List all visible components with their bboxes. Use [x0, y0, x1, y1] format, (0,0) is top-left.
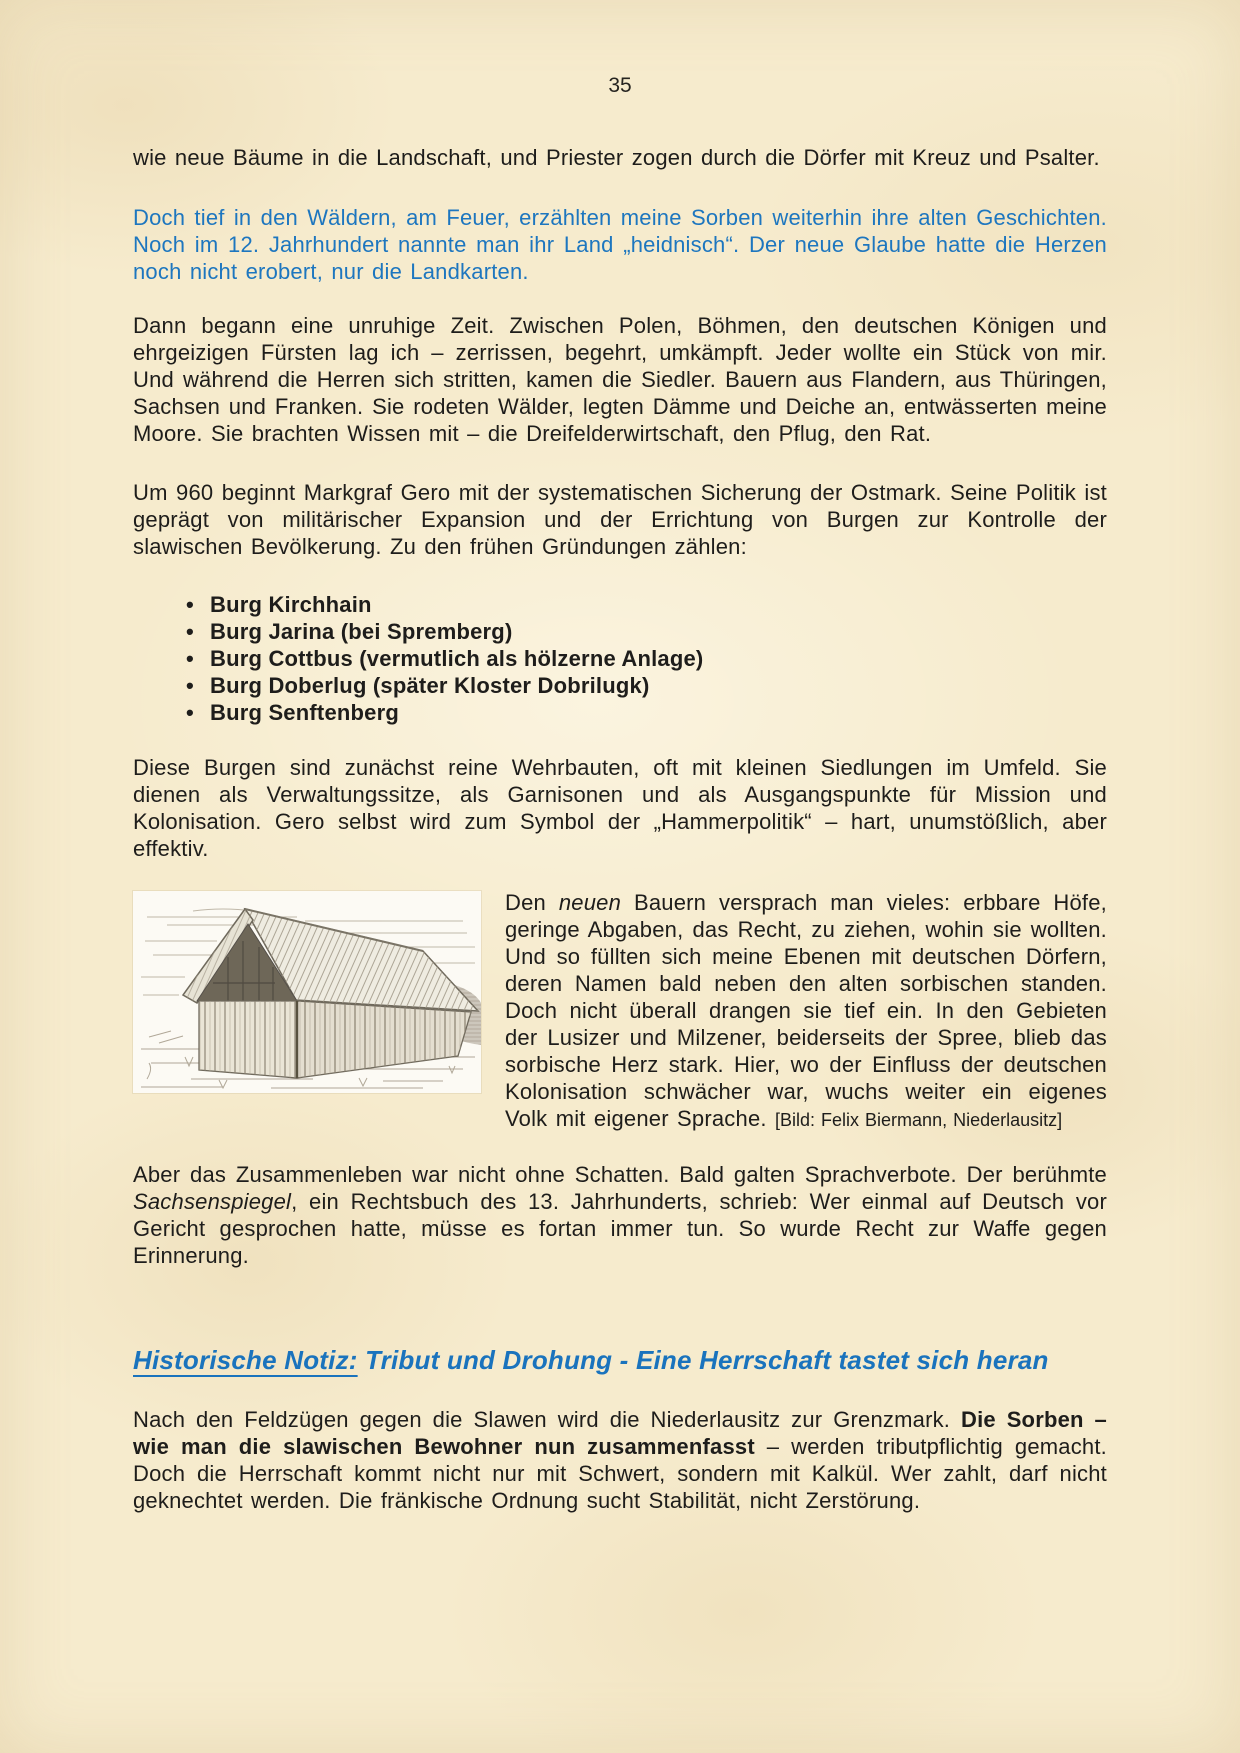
list-item [133, 591, 1107, 618]
bullet-icon: • [186, 646, 194, 671]
bullet-icon: • [186, 592, 194, 617]
paragraph-sorben-blue: Doch tief in den Wäldern, am Feuer, erzählten meine Sorben weiterhin ihre alten Geschichten. Noch im 12. Jahrhundert nannte man ihr Land „heidnisch“. Der neue Glaube hatte die Herzen noch nicht erobert, nur die Landkarten. [133, 205, 1107, 284]
list-item-label: Burg Senftenberg [210, 700, 399, 725]
page-number: 35 [608, 74, 632, 97]
text-segment-italic: neuen [558, 890, 622, 915]
list-item [133, 672, 1107, 699]
text-segment: Den [505, 890, 559, 915]
text-segment: Bauern versprach man vieles: erbbare Höfe, geringe Abgaben, das Recht, zu ziehen, wohin sie wollten. Und so füllten sich meine Ebenen mit deutschen Dörfern, deren Namen bald neben den alten sorbischen standen. Doch nicht überall drangen sie tief ein. In den Gebieten der Lusizer und Milzener, beiderseits der Spree, blieb das sorbische Herz stark. Hier, wo der Einfluss der deutschen Kolonisation schwächer war, wuchs weiter ein eigenes Volk mit eigener Sprache. [505, 890, 1107, 1131]
text-segment: Nach den Feldzügen gegen die Slawen wird die Niederlausitz zur Grenzmark. [133, 1407, 961, 1432]
bullet-icon: • [186, 619, 194, 644]
heading-underlined-label: Historische Notiz: [133, 1345, 358, 1375]
text-segment: – werden tributpflichtig gemacht. Doch die Herrschaft kommt nicht nur mit Schwert, sondern mit Kalkül. Wer zahlt, darf nicht geknechtet werden. Die fränkische Ordnung sucht Stabilität, nicht Zerstörung. [133, 1434, 1107, 1513]
paragraph-wehrbauten: Diese Burgen sind zunächst reine Wehrbauten, oft mit kleinen Siedlungen im Umfeld. Sie dienen als Verwaltungssitze, als Garnisonen und als Ausgangspunkte für Mission und Kolonisation. Gero selbst wird zum Symbol der „Hammerpolitik“ – hart, unumstößlich, aber effektiv. [133, 755, 1107, 861]
list-item-label: Burg Cottbus (vermutlich als hölzerne Anlage) [210, 646, 704, 671]
list-item [133, 645, 1107, 672]
list-item [133, 618, 1107, 645]
list-item-label: Burg Doberlug (später Kloster Dobrilugk) [210, 673, 650, 698]
bullet-icon: • [186, 700, 194, 725]
paragraph-priester: wie neue Bäume in die Landschaft, und Priester zogen durch die Dörfer mit Kreuz und Psalter. [133, 145, 1100, 170]
text-segment: Aber das Zusammenleben war nicht ohne Schatten. Bald galten Sprachverbote. Der berühmte [133, 1162, 1107, 1187]
house-sketch-svg [133, 891, 481, 1093]
text-segment: , ein Rechtsbuch des 13. Jahrhunderts, schrieb: Wer einmal auf Deutsch vor Gericht gesprochen hatte, müsse es fortan immer tun. So wurde Recht zur Waffe gegen Erinnerung. [133, 1189, 1107, 1268]
paragraph-markgraf-gero: Um 960 beginnt Markgraf Gero mit der systematischen Sicherung der Ostmark. Seine Politik ist geprägt von militärischer Expansion und der Errichtung von Burgen zur Kontrolle der slawischen Bevölkerung. Zu den frühen Gründungen zählen: [133, 480, 1107, 559]
house-sketch-image [133, 891, 481, 1093]
paragraph-neue-bauern [133, 889, 1107, 1134]
text-segment-italic: Sachsenspiegel [133, 1189, 292, 1214]
heading-rest-label: Tribut und Drohung - Eine Herrschaft tastet sich heran [357, 1345, 1049, 1375]
image-credit: [Bild: Felix Biermann, Niederlausitz] [775, 1110, 1063, 1130]
bullet-icon: • [186, 673, 194, 698]
paragraph-grenzmark [133, 1406, 1107, 1514]
paragraph-sachsenspiegel [133, 1161, 1107, 1269]
section-heading [133, 1345, 1107, 1376]
paragraph-unruhige-zeit: Dann begann eine unruhige Zeit. Zwischen Polen, Böhmen, den deutschen Königen und ehrgeizigen Fürsten lag ich – zerrissen, begehrt, umkämpft. Jeder wollte ein Stück von mir. Und während die Herren sich stritten, kamen die Siedler. Bauern aus Flandern, aus Thüringen, Sachsen und Franken. Sie rodeten Wälder, legten Dämme und Deiche an, entwässerten meine Moore. Sie brachten Wissen mit – die Dreifelderwirtschaft, den Pflug, den Rat. [133, 313, 1107, 446]
list-item [133, 699, 1107, 726]
list-item-label: Burg Kirchhain [210, 592, 372, 617]
burgen-list [133, 591, 1107, 726]
text-segment-bold: Die Sorben – wie man die slawischen Bewohner nun zusammenfasst [133, 1407, 1107, 1459]
list-item-label: Burg Jarina (bei Spremberg) [210, 619, 513, 644]
